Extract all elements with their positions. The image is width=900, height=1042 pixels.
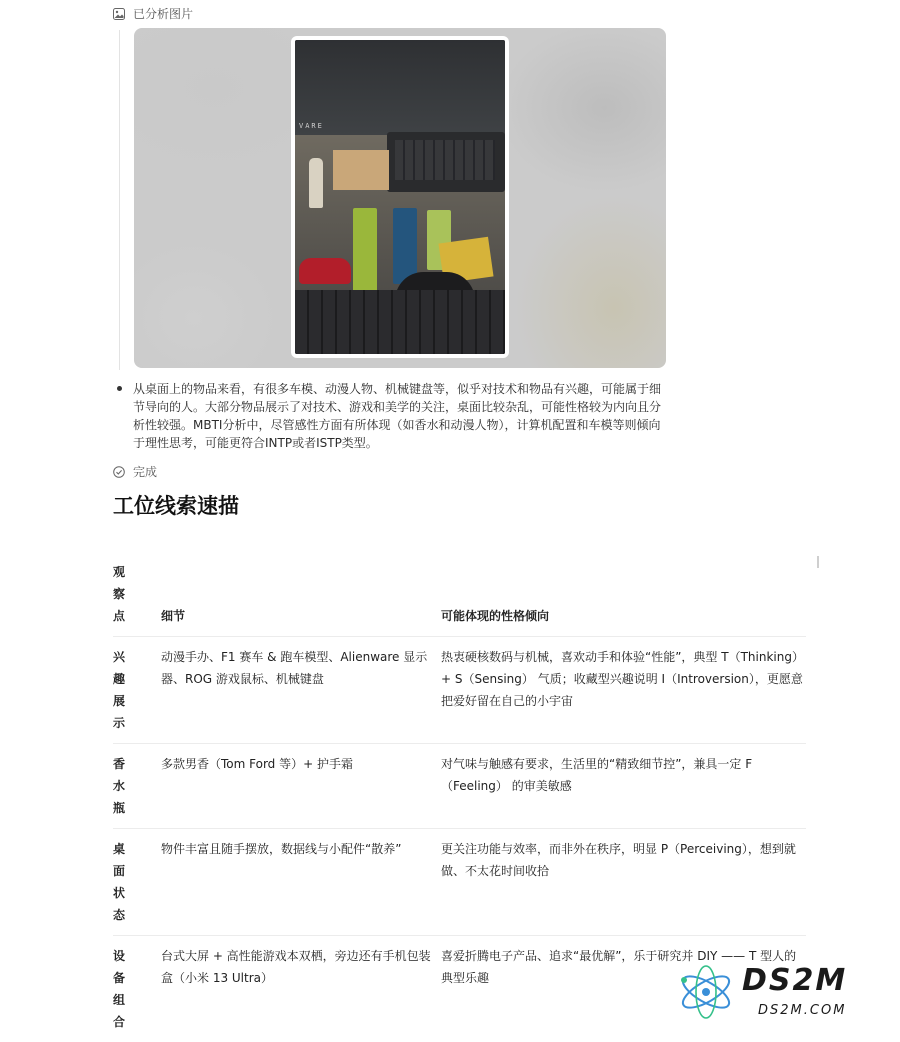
analyzed-image-status[interactable] [113, 5, 193, 22]
row-trait: 喜爱折腾电子产品、追求“最优解”，乐于研究并 DIY —— T 型人的典型乐趣 [441, 949, 797, 985]
row-point: 兴趣展示 [113, 650, 126, 730]
table-row [113, 744, 806, 829]
watermark-brand: DS2M [742, 963, 848, 998]
check-circle-icon [113, 466, 125, 478]
column-header-detail: 细节 [161, 609, 186, 623]
desk-photo [291, 36, 509, 358]
row-detail: 动漫手办、F1 赛车 & 跑车模型、Alienware 显示器、ROG 游戏鼠标、机械键盘 [161, 650, 428, 686]
anime-figure [309, 158, 323, 208]
image-icon [113, 8, 125, 20]
done-status [113, 463, 157, 480]
analysis-text: 从桌面上的物品来看，有很多车模、动漫人物、机械键盘等，似乎对技术和物品有兴趣，可能属于细节导向的人。大部分物品展示了对技术、游戏和美学的关注，桌面比较杂乱，可能性格较为内向且分析性较强。MBTI分析中，尽管感性方面有所体现（如香水和动漫人物），计算机配置和车模等则倾向于理性思考，可能更符合INTP或者ISTP类型。 [133, 382, 662, 450]
row-trait: 更关注功能与效率，而非外在秩序，明显 P（Perceiving），想到就做、不太花时间收拾 [441, 842, 796, 878]
row-point: 桌面状态 [113, 842, 126, 922]
column-header-point: 观察点 [113, 565, 126, 623]
done-label: 完成 [133, 465, 158, 479]
row-point: 香水瓶 [113, 757, 126, 815]
section-title: 工位线索速描 [113, 494, 239, 518]
table-header-row [113, 552, 806, 637]
row-trait: 热衷硬核数码与机械，喜欢动手和体验“性能”，典型 T（Thinking）+ S（Sensing） 气质；收藏型兴趣说明 I（Introversion），更愿意把爱好留在自己的小宇宙 [441, 650, 804, 708]
table-row [113, 829, 806, 936]
analyzed-image-preview[interactable] [134, 28, 666, 368]
column-header-trait: 可能体现的性格倾向 [441, 609, 550, 623]
analysis-bullet [117, 380, 669, 452]
thread-line [119, 30, 120, 370]
perfume-bottle [353, 208, 377, 300]
mechanical-keyboard [295, 290, 505, 358]
packaging-box [333, 150, 389, 190]
row-detail: 台式大屏 + 高性能游戏本双栖，旁边还有手机包装盒（小米 13 Ultra） [161, 949, 431, 985]
atom-icon [678, 966, 733, 1018]
row-detail: 多款男香（Tom Ford 等）+ 护手霜 [161, 757, 353, 771]
row-detail: 物件丰富且随手摆放，数据线与小配件“散养” [161, 842, 402, 856]
ds2m-watermark-logo [672, 958, 892, 1024]
car-model [299, 258, 351, 284]
row-trait: 对气味与触感有要求，生活里的“精致细节控”，兼具一定 F（Feeling） 的审美敏感 [441, 757, 753, 793]
bullet-dot [117, 386, 122, 391]
monitor-brand-text: VARE [299, 122, 324, 130]
monitor [295, 40, 505, 135]
analyzed-image-label: 已分析图片 [133, 7, 194, 21]
row-point: 设备组合 [113, 949, 126, 1029]
table-row [113, 637, 806, 744]
watermark-url: DS2M.COM [758, 1003, 847, 1018]
scroll-indicator[interactable] [817, 556, 819, 568]
